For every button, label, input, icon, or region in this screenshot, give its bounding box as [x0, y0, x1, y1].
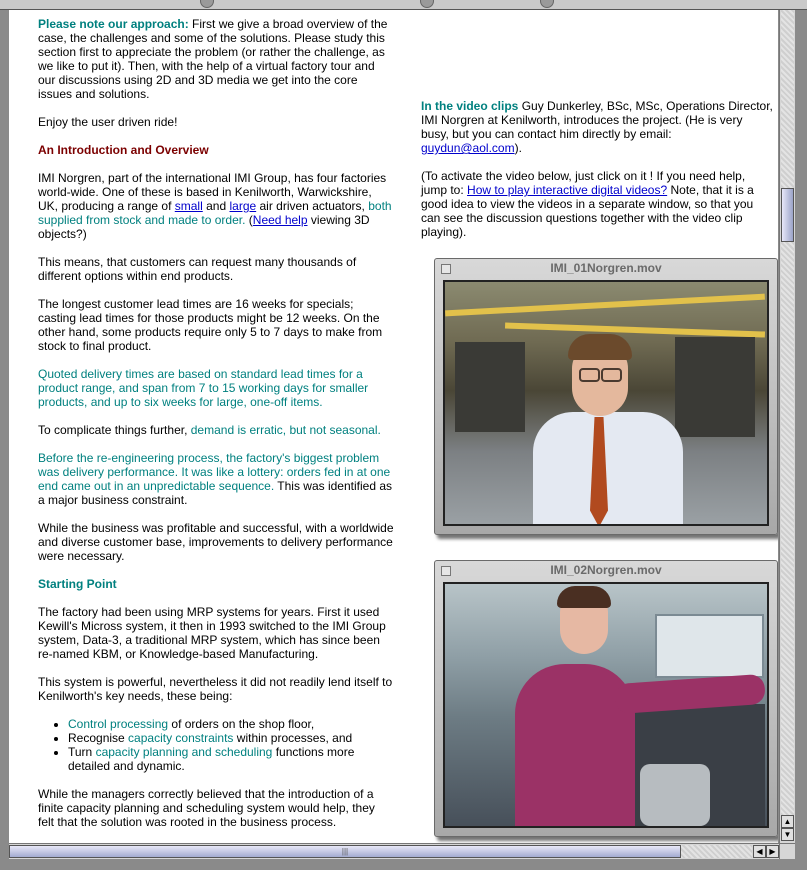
video-player-1[interactable]	[434, 258, 778, 535]
video-title: IMI_02Norgren.mov	[550, 563, 662, 577]
video-close-box[interactable]	[441, 264, 451, 274]
right-column	[421, 99, 773, 577]
ceiling-beam	[445, 294, 765, 317]
video-frame-1[interactable]	[443, 280, 769, 526]
glasses-lens	[579, 368, 600, 382]
left-column	[38, 17, 394, 843]
intro-heading: An Introduction and Overview	[38, 143, 209, 157]
solution-paragraph: While the managers correctly believed that the introduction of a finite capacity planning and scheduling system would help, they felt that the solution was rooted in the business process.	[38, 787, 375, 829]
presenter-shirt	[533, 412, 683, 526]
video-clips-paragraph	[421, 99, 773, 155]
starting-point-heading: Starting Point	[38, 577, 117, 591]
bullet-text: functions more detailed and dynamic.	[68, 745, 355, 773]
bullet-text: within processes, and	[233, 731, 353, 745]
horizontal-scroll-thumb[interactable]: |||	[9, 845, 681, 858]
page-content	[9, 10, 778, 843]
lead-times-paragraph: The longest customer lead times are 16 weeks for specials; casting lead times for those products might be 12 weeks. On the other hand, some products require only 5 to 7 days to make from stock to final product.	[38, 297, 383, 353]
demand-text: To complicate things further,	[38, 423, 191, 437]
toolbar-button-partial[interactable]	[540, 0, 554, 8]
scroll-down-arrow-icon[interactable]: ▼	[781, 828, 794, 841]
video-title: IMI_01Norgren.mov	[550, 261, 662, 275]
machinery	[455, 342, 525, 432]
email-link[interactable]: guydun@aol.com	[421, 141, 515, 155]
problem-highlight: Before the re-engineering process, the factory's biggest problem was delivery performance. It was like a lottery: orders fed in at one end came out in an unpredictable sequence.	[38, 451, 391, 493]
approach-text: First we give a broad overview of the case, the challenges and some of the solutions. Please study this section first to appreciate the problem (or rather the challenge, as we like to put it). Then, with the help of a virtual factory tour and our discussions using 2D and 3D media we get into the core issues and solutions.	[38, 17, 388, 101]
presenter-hair	[568, 334, 632, 360]
intro-text: viewing 3D objects?)	[38, 213, 370, 241]
business-paragraph: While the business was profitable and successful, with a worldwide and diverse customer base, improvements to delivery performance were necessary.	[38, 521, 394, 563]
activate-paragraph	[421, 169, 773, 239]
intro-highlight: both supplied from stock and made to order.	[38, 199, 392, 227]
vertical-scroll-track[interactable]	[781, 10, 794, 815]
window-top-strip	[0, 0, 807, 10]
scroll-right-arrow-icon[interactable]: ▶	[766, 845, 779, 858]
bullet-text: Turn	[68, 745, 96, 759]
video-clips-text: Guy Dunkerley, BSc, MSc, Operations Director, IMI Norgren at Kenilworth, introduces the project. (He is very busy, but you can contact him directly by email:	[421, 99, 773, 141]
intro-text: and	[202, 199, 230, 213]
glasses-lens	[601, 368, 622, 382]
horizontal-scrollbar[interactable]	[9, 843, 779, 859]
toolbar-button-partial[interactable]	[420, 0, 434, 8]
bullet-text: Recognise	[68, 731, 129, 745]
video-close-box[interactable]	[441, 566, 451, 576]
intro-text: air driven actuators,	[256, 199, 369, 213]
resize-grip-icon[interactable]	[779, 843, 795, 859]
small-link[interactable]: small	[174, 199, 203, 213]
list-item	[68, 717, 394, 731]
intro-paragraph	[38, 171, 394, 241]
intro-text: IMI Norgren, part of the international IMI Group, has four factories world-wide. One of these is based in Kenilworth, Warwickshire, UK, producing a range of	[38, 171, 387, 213]
mrp-paragraph: The factory had been using MRP systems for years. First it used Kewill's Micross system, it then in 1993 switched to the IMI Group system, Data-3, a traditional MRP system, which has since been re-named KBM, or Knowledge-based Manufacturing.	[38, 605, 386, 661]
workshop-shelf	[655, 614, 764, 678]
options-paragraph: This means, that customers can request many thousands of different options within end products.	[38, 255, 357, 283]
activate-text: (To activate the video below, just click on it ! If you need help, jump to:	[421, 169, 746, 197]
needs-paragraph: This system is powerful, nevertheless it did not readily lend itself to Kenilworth's key needs, these being:	[38, 675, 393, 703]
bullet-highlight: Control processing	[68, 717, 169, 731]
bullet-highlight: capacity planning and scheduling	[95, 745, 273, 759]
problem-paragraph	[38, 451, 394, 507]
activate-text: Note, that it is a good idea to view the videos in a separate window, so that you can see the discussion questions together with the video clip playing).	[421, 183, 754, 239]
needs-list	[38, 717, 394, 773]
intro-text: (	[245, 213, 253, 227]
enjoy-text: Enjoy the user driven ride!	[38, 115, 178, 129]
problem-text: This was identified as a major business constraint.	[38, 479, 393, 507]
list-item	[68, 731, 394, 745]
bullet-highlight: capacity constraints	[128, 731, 234, 745]
video-player-2[interactable]	[434, 560, 778, 837]
video-title-bar	[435, 561, 777, 580]
how-to-play-link[interactable]: How to play interactive digital videos?	[467, 183, 668, 197]
video-frame-2[interactable]	[443, 582, 769, 828]
scroll-left-arrow-icon[interactable]: ◀	[753, 845, 766, 858]
vertical-scrollbar[interactable]	[779, 10, 795, 843]
video-clips-text: ).	[514, 141, 522, 155]
video-clips-label: In the video clips	[421, 99, 519, 113]
machinery	[675, 337, 755, 437]
approach-label: Please note our approach:	[38, 17, 189, 31]
demand-highlight: demand is erratic, but not seasonal.	[190, 423, 381, 437]
worker-hair	[557, 586, 611, 608]
approach-paragraph	[38, 17, 394, 101]
ceiling-beam	[505, 322, 765, 337]
demand-paragraph	[38, 423, 394, 437]
vertical-scroll-thumb[interactable]	[781, 188, 794, 242]
toolbar-button-partial[interactable]	[200, 0, 214, 8]
actuator-part	[640, 764, 710, 826]
scroll-up-arrow-icon[interactable]: ▲	[781, 815, 794, 828]
need-help-link[interactable]: Need help	[252, 213, 308, 227]
delivery-times-paragraph: Quoted delivery times are based on standard lead times for a product range, and span from 7 to 15 working days for smaller products, and up to six weeks for large, one-off items.	[38, 367, 369, 409]
bullet-text: of orders on the shop floor,	[168, 717, 315, 731]
list-item	[68, 745, 394, 773]
video-title-bar	[435, 259, 777, 278]
large-link[interactable]: large	[229, 199, 257, 213]
